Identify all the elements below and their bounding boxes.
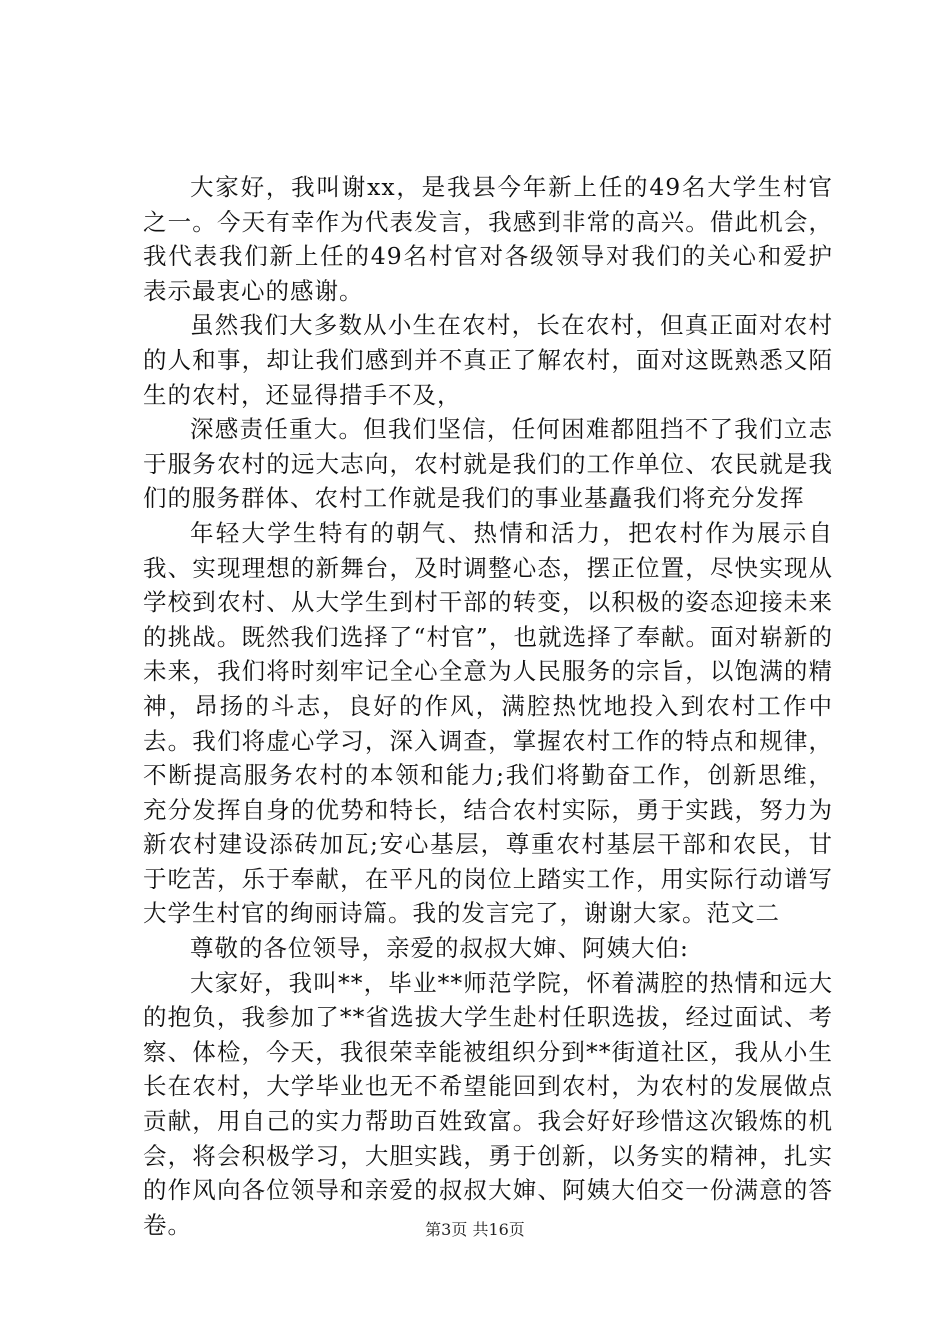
paragraph-1: 大家好，我叫谢xx，是我县今年新上任的49名大学生村官之一。今天有幸作为代表发言，我感到非常的高兴。借此机会，我代表我们新上任的49名村官对各级领导对我们的关心和爱护表示最衷心的感谢。	[143, 173, 833, 305]
document-body	[143, 170, 833, 1242]
paragraph-3: 深感责任重大。但我们坚信，任何困难都阻挡不了我们立志于服务农村的远大志向，农村就是我们的工作单位、农民就是我们的服务群体、农村工作就是我们的事业基矗我们将充分发挥	[143, 415, 833, 513]
paragraph-2: 虽然我们大多数从小生在农村，长在农村，但真正面对农村的人和事，却让我们感到并不真正了解农村，面对这既熟悉又陌生的农村，还显得措手不及，	[143, 311, 833, 409]
paragraph-4: 年轻大学生特有的朝气、热情和活力，把农村作为展示自我、实现理想的新舞台，及时调整心态，摆正位置，尽快实现从学校到农村、从大学生到村干部的转变，以积极的姿态迎接未来的挑战。既然我们选择了“村官”，也就选择了奉献。面对崭新的未来，我们将时刻牢记全心全意为人民服务的宗旨，以饱满的精神，昂扬的斗志，良好的作风，满腔热忱地投入到农村工作中去。我们将虚心学习，深入调查，掌握农村工作的特点和规律，不断提高服务农村的本领和能力;我们将勤奋工作，创新思维，充分发挥自身的优势和特长，结合农村实际，勇于实践，努力为新农村建设添砖加瓦;安心基层，尊重农村基层干部和农民，甘于吃苦，乐于奉献，在平凡的岗位上踏实工作，用实际行动谱写大学生村官的绚丽诗篇。我的发言完了，谢谢大家。范文二	[143, 518, 833, 928]
paragraph-6: 大家好，我叫**，毕业**师范学院，怀着满腔的热情和远大的抱负，我参加了**省选拔大学生赴村任职选拔，经过面试、考察、体检，今天，我很荣幸能被组织分到**街道社区，我从小生长在农村，大学毕业也无不希望能回到农村，为农村的发展做点贡献，用自己的实力帮助百姓致富。我会好好珍惜这次锻炼的机会，将会积极学习，大胆实践，勇于创新，以务实的精神，扎实的作风向各位领导和亲爱的叔叔大婶、阿姨大伯交一份满意的答卷。	[143, 968, 833, 1239]
paragraph-5-salutation: 尊敬的各位领导，亲爱的叔叔大婶、阿姨大伯:	[190, 934, 689, 963]
page-number-footer: 第3页 共16页	[425, 1220, 525, 1239]
